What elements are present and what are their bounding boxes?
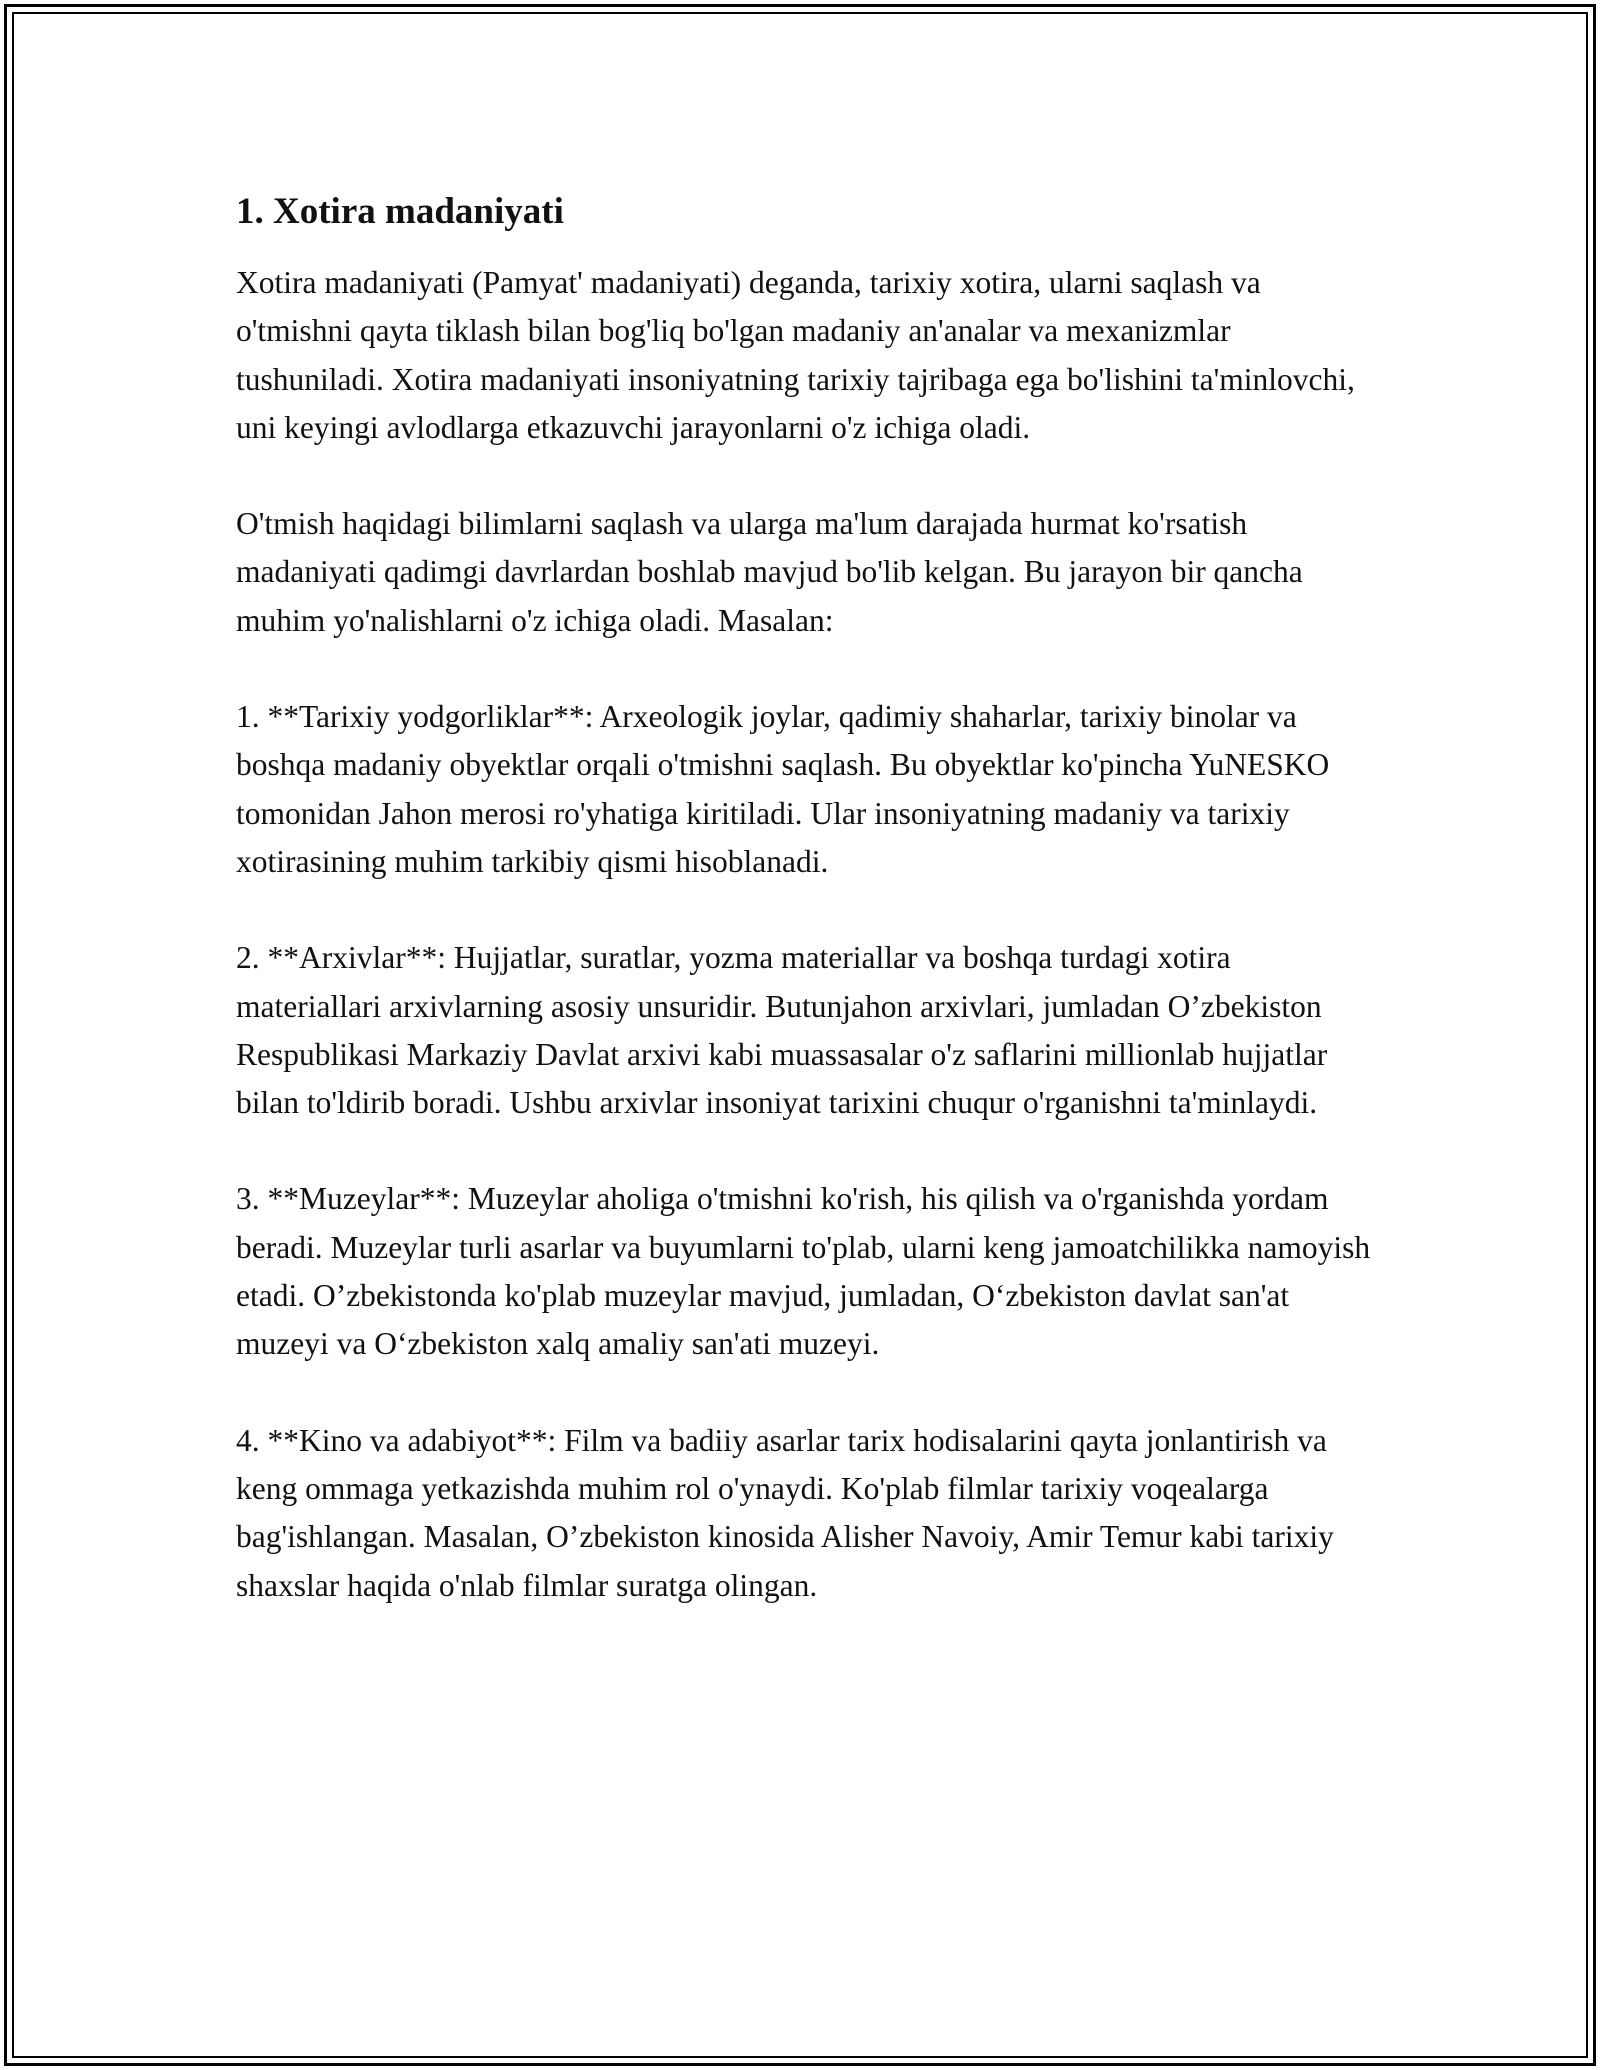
list-item-historical-monuments: 1. **Tarixiy yodgorliklar**: Arxeologik joylar, qadimiy shaharlar, tarixiy binolar va boshqa madaniy obyektlar orqali o'tmishni saqlash. Bu obyektlar ko'pincha YuNESKO tomonidan Jahon merosi ro'yhatiga kiritiladi. Ular insoniyatning madaniy va tarixiy xotirasining muhim tarkibiy qismi hisoblanadi. (236, 699, 1330, 879)
list-item-museums: 3. **Muzeylar**: Muzeylar aholiga o'tmishni ko'rish, his qilish va o'rganishda yordam beradi. Muzeylar turli asarlar va buyumlarni to'plab, ularni keng jamoatchilikka namoyish etadi. O’zbekistonda ko'plab muzeylar mavjud, jumladan, O‘zbekiston davlat san'at muzeyi va O‘zbekiston xalq amaliy san'ati muzeyi. (236, 1181, 1371, 1362)
document-title: 1. Xotira madaniyati (236, 191, 564, 232)
paragraph-intro: Xotira madaniyati (Pamyat' madaniyati) deganda, tarixiy xotira, ularni saqlash va o'tmishni qayta tiklash bilan bog'liq bo'lgan madaniy an'analar va mexanizmlar tushuniladi. Xotira madaniyati insoniyatning tarixiy tajribaga ega bo'lishini ta'minlovchi, uni keyingi avlodlarga etkazuvchi jarayonlarni o'z ichiga oladi. (236, 265, 1355, 445)
list-item-archives: 2. **Arxivlar**: Hujjatlar, suratlar, yozma materiallar va boshqa turdagi xotira materiallari arxivlarning asosiy unsuridir. Butunjahon arxivlari, jumladan O’zbekiston Respublikasi Markaziy Davlat arxivi kabi muassasalar o'z saflarini millionlab hujjatlar bilan to'ldirib boradi. Ushbu arxivlar insoniyat tarixini chuqur o'rganishni ta'minlaydi. (236, 940, 1328, 1121)
paragraph-overview: O'tmish haqidagi bilimlarni saqlash va ularga ma'lum darajada hurmat ko'rsatish madaniyati qadimgi davrlardan boshlab mavjud bo'lib kelgan. Bu jarayon bir qancha muhim yo'nalishlarni o'z ichiga oladi. Masalan: (236, 506, 1303, 638)
document-body (236, 187, 1376, 1658)
list-item-cinema-literature: 4. **Kino va adabiyot**: Film va badiiy asarlar tarix hodisalarini qayta jonlantirish va keng ommaga yetkazishda muhim rol o'ynaydi. Ko'plab filmlar tarixiy voqealarga bag'ishlangan. Masalan, O’zbekiston kinosida Alisher Navoiy, Amir Temur kabi tarixiy shaxslar haqida o'nlab filmlar suratga olingan. (236, 1422, 1334, 1603)
